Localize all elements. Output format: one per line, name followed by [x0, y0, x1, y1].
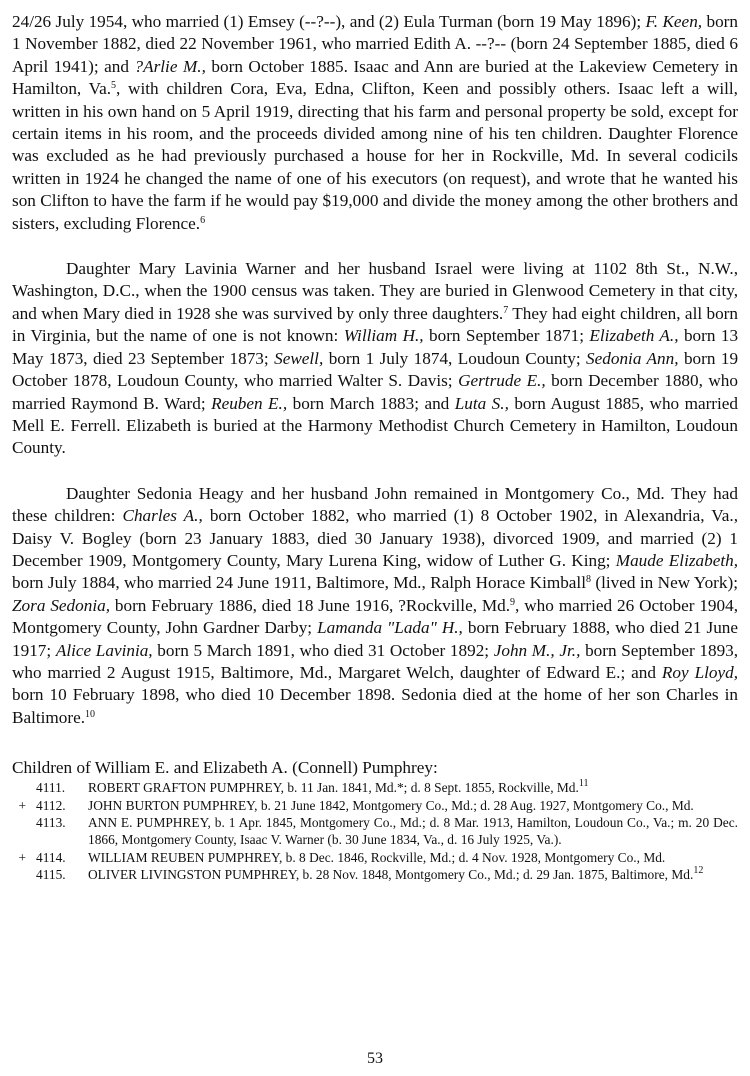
text-run: , who married 26 October 1904, Montgomery County, John Gardner Darby;	[12, 595, 739, 638]
text-run: born October 1882, who married (1) 8 October 1902, in Alexandria, Va., Daisy V. Bogley (born 23 January 1883, died 30 January 1938), divorced 1909, and married (2) 1 December 1909, Montgomery County, Mary Lurena King, widow of Luther G. King;	[12, 506, 739, 570]
footnote-marker: 5	[111, 80, 117, 92]
entry-text: ROBERT GRAFTON PUMPHREY, b. 11 Jan. 1841, Md.*; d. 8 Sept. 1855, Rockville, Md.	[88, 780, 579, 796]
text-run: Daughter Mary Lavinia Warner and her husband Israel were living at 1102 8th St., N.W., Washington, D.C., when the 1900 census was taken. They are buried in Glenwood Cemetery in that city, and when Mary died in 1928 she was survived by only three daughters.	[12, 259, 738, 323]
footnote-marker: 12	[693, 865, 704, 877]
text-run: born 19 October 1878, Loudoun County, who married Walter S. Davis;	[12, 348, 739, 391]
child-name: ?Arlie M.,	[134, 56, 206, 76]
footnote-marker: 8	[585, 574, 591, 586]
descendant-mark: +	[18, 849, 26, 865]
child-name: Gertrude E.,	[458, 371, 546, 391]
paragraph-sedonia-heagy	[12, 483, 738, 729]
footnote-marker: 11	[578, 778, 589, 790]
entry-number: 4113.	[36, 815, 66, 830]
child-name: Charles A.,	[122, 506, 203, 526]
text-run: born 5 March 1891, who died 31 October 1892;	[157, 640, 490, 660]
footnote-marker: 10	[85, 708, 96, 720]
text-run: born 10 February 1898, who died 10 December 1898. Sedonia died at the home of her son Charles in Baltimore.	[12, 685, 738, 727]
text-run: born October 1885. Isaac and Ann are buried at the Lakeview Cemetery in Hamilton, Va.	[12, 56, 739, 99]
paragraph-mary-lavinia	[12, 258, 738, 460]
footnote-marker: 9	[510, 596, 516, 608]
text-run: born 1 November 1882, died 22 November 1961, who married Edith A. --?-- (born 24 September 1885, died 6 April 1941); and	[12, 12, 738, 76]
text-run: born 1 July 1874, Loudoun County;	[328, 348, 581, 368]
footnote-marker: 6	[200, 214, 206, 226]
descendant-mark: +	[18, 797, 26, 813]
text-run: born December 1880, who married Raymond B. Ward;	[12, 371, 738, 413]
text-run: They had eight children, all born in Virginia, but the name of one is not known:	[12, 303, 739, 346]
child-name: Alice Lavinia,	[55, 640, 153, 660]
page-number: 53	[367, 1050, 383, 1067]
child-name: Elizabeth A.,	[589, 326, 679, 346]
children-heading: Children of William E. and Elizabeth A. (Connell) Pumphrey:	[12, 758, 438, 778]
text-run: , with children Cora, Eva, Edna, Clifton, Keen and possibly others. Isaac left a will, written in his own hand on 5 April 1919, directing that his farm and personal property be sold, except for certain items in his room, and the proceeds divided among nine of his ten children. Daughter Florence was excluded as he had previously purchased a house for her in Rockville, Md. In several codicils written in 1924 he changed the name of one of his executors (on request), and wrote that he wanted his son Clifton to have the farm if he would pay $19,000 and divide the money among the other brothers and sisters, excluding Florence.	[12, 79, 738, 233]
entry-number: 4111.	[36, 780, 66, 796]
entry-number: 4114.	[36, 849, 66, 865]
text-run: Daughter Sedonia Heagy and her husband John remained in Montgomery Co., Md. They had these children:	[12, 483, 738, 526]
child-name: Lamanda "Lada" H.,	[317, 618, 463, 638]
footnote-marker: 7	[503, 304, 509, 316]
child-name: Sewell,	[274, 348, 324, 368]
child-name: Luta S.,	[454, 393, 509, 413]
text-run: born 13 May 1873, died 23 September 1873;	[12, 326, 739, 368]
child-name: John M., Jr.,	[493, 640, 581, 660]
text-run: born September 1871;	[429, 326, 584, 346]
entry-text: WILLIAM REUBEN PUMPHREY, b. 8 Dec. 1846, Rockville, Md.; d. 4 Nov. 1928, Montgomery Co., Md.	[88, 849, 666, 865]
child-entry	[12, 849, 738, 866]
child-entry	[12, 779, 738, 796]
paragraph-warner-family	[12, 11, 738, 235]
text-run: born March 1883; and	[292, 393, 450, 413]
child-name: Maude Elizabeth,	[615, 550, 739, 570]
text-run: born August 1885, who married Mell E. Ferrell. Elizabeth is buried at the Harmony Methodist Church Cemetery in Hamilton, Loudoun County.	[12, 393, 739, 458]
text-run: (lived in New York);	[590, 573, 738, 593]
child-name: Reuben E.,	[211, 393, 288, 413]
text-run: born September 1893, who married 2 August 1915, Baltimore, Md., Margaret Welch, daughter of Edward E.; and	[12, 640, 739, 682]
text-run: born February 1886, died 18 June 1916, ?Rockville, Md.	[114, 595, 511, 615]
child-name: Zora Sedonia,	[12, 595, 110, 615]
child-name: Sedonia Ann,	[586, 348, 679, 368]
entry-text: JOHN BURTON PUMPHREY, b. 21 June 1842, Montgomery Co., Md.; d. 28 Aug. 1927, Montgomery Co., Md.	[88, 797, 694, 813]
entry-number: 4115.	[36, 867, 66, 883]
child-name: William H.,	[343, 326, 424, 346]
entry-text: ANN E. PUMPHREY, b. 1 Apr. 1845, Montgomery Co., Md.; d. 8 Mar. 1913, Hamilton, Loudoun Co., Va.; m. 20 Dec. 1866, Montgomery County, Isaac V. Warner (b. 30 June 1834, Va., d. 16 July 1925, Va.).	[88, 815, 738, 848]
document-page	[12, 11, 738, 884]
text-run: born February 1888, who died 21 June 1917;	[12, 618, 739, 660]
child-entry	[12, 866, 738, 883]
child-entry	[12, 814, 738, 849]
entry-number: 4112.	[36, 797, 66, 813]
text-run: 24/26 July 1954, who married (1) Emsey (--?--), and (2) Eula Turman (born 19 May 1896);	[12, 12, 642, 31]
text-run: born July 1884, who married 24 June 1911, Baltimore, Md., Ralph Horace Kimball	[12, 573, 586, 593]
child-name: F. Keen,	[645, 12, 703, 31]
child-name: Roy Lloyd,	[661, 662, 739, 682]
entry-text: OLIVER LIVINGSTON PUMPHREY, b. 28 Nov. 1848, Montgomery Co., Md.; d. 29 Jan. 1875, Baltimore, Md.	[88, 867, 694, 883]
children-list	[12, 779, 738, 883]
child-entry	[12, 797, 738, 814]
